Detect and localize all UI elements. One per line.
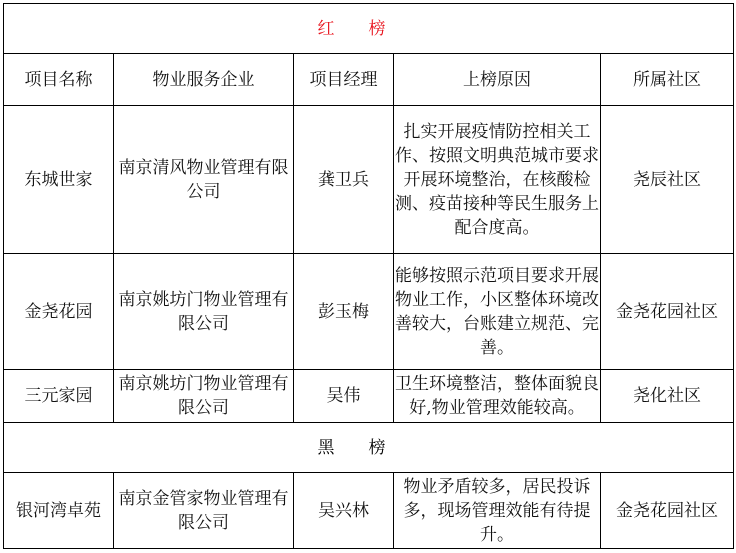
header-manager: 项目经理 [294, 54, 394, 106]
header-row [4, 54, 734, 106]
project-manager: 吴兴林 [294, 473, 394, 549]
table-row [4, 473, 734, 549]
property-company: 南京姚坊门物业管理有限公司 [114, 370, 294, 423]
project-manager: 彭玉梅 [294, 254, 394, 370]
project-name: 三元家园 [4, 370, 114, 423]
community: 尧化社区 [601, 370, 734, 423]
header-company: 物业服务企业 [114, 54, 294, 106]
listing-reason: 卫生环境整洁，整体面貌良好,物业管理效能较高。 [394, 370, 601, 423]
red-list-title-row [4, 4, 734, 54]
black-list-title-row [4, 423, 734, 473]
table-row [4, 370, 734, 423]
property-company: 南京金管家物业管理有限公司 [114, 473, 294, 549]
header-reason: 上榜原因 [394, 54, 601, 106]
header-community: 所属社区 [601, 54, 734, 106]
listing-reason: 扎实开展疫情防控相关工作、按照文明典范城市要求开展环境整治，在核酸检测、疫苗接种等民生服务上配合度高。 [394, 106, 601, 254]
red-list-title: 红榜 [4, 4, 734, 54]
table-row [4, 106, 734, 254]
community: 金尧花园社区 [601, 254, 734, 370]
property-company: 南京清风物业管理有限公司 [114, 106, 294, 254]
project-name: 东城世家 [4, 106, 114, 254]
header-project: 项目名称 [4, 54, 114, 106]
black-list-title: 黑榜 [4, 423, 734, 473]
project-name: 金尧花园 [4, 254, 114, 370]
project-manager: 龚卫兵 [294, 106, 394, 254]
table-row [4, 254, 734, 370]
listing-reason: 物业矛盾较多，居民投诉多，现场管理效能有待提升。 [394, 473, 601, 549]
community: 金尧花园社区 [601, 473, 734, 549]
listing-reason: 能够按照示范项目要求开展物业工作，小区整体环境改善较大，台账建立规范、完善。 [394, 254, 601, 370]
rankings-table [3, 3, 734, 549]
project-name: 银河湾卓苑 [4, 473, 114, 549]
project-manager: 吴伟 [294, 370, 394, 423]
property-company: 南京姚坊门物业管理有限公司 [114, 254, 294, 370]
community: 尧辰社区 [601, 106, 734, 254]
